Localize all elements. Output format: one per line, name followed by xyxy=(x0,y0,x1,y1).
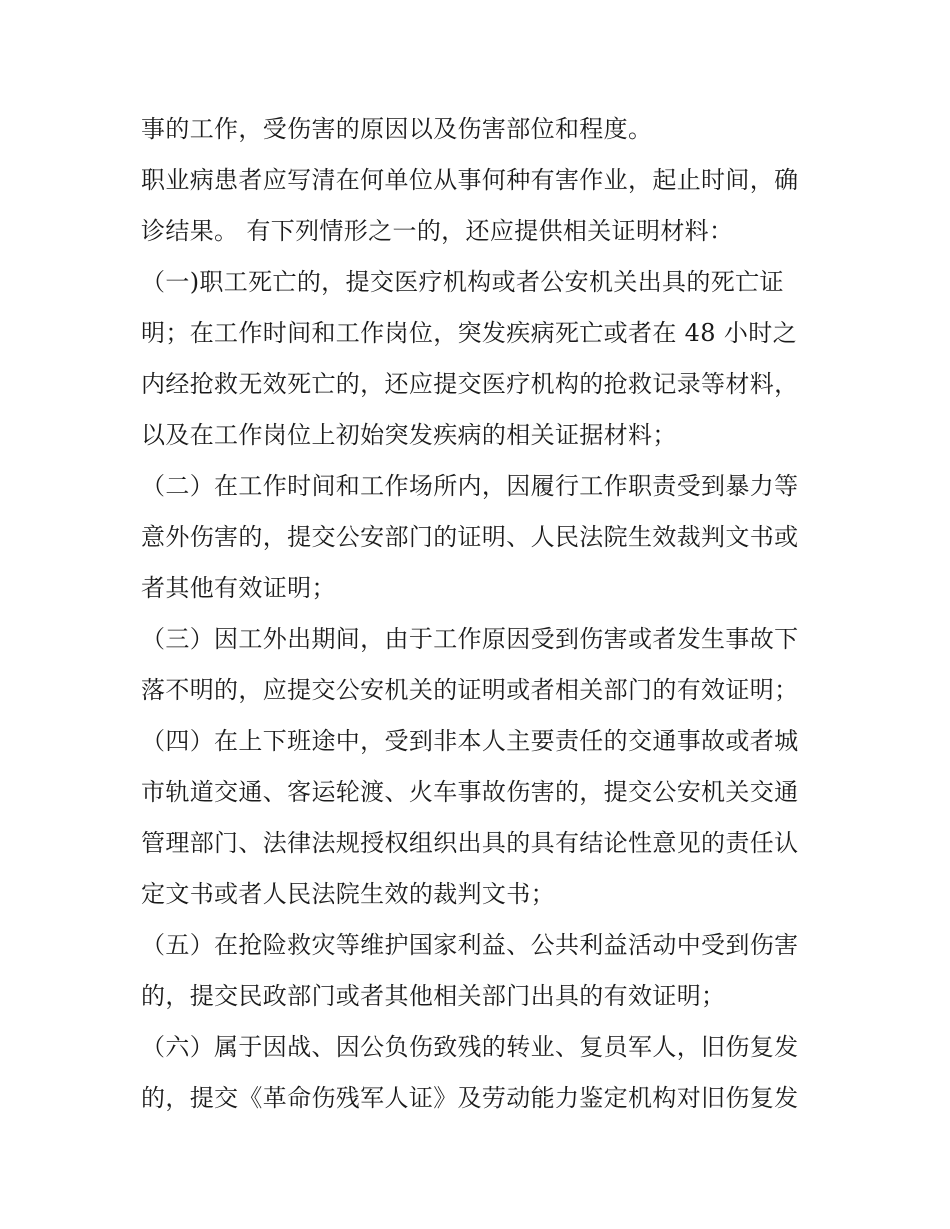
text-line: （五）在抢险救灾等维护国家利益、公共利益活动中受到伤害 xyxy=(141,931,799,959)
document-body xyxy=(141,104,821,1124)
text-line: 职业病患者应写清在何单位从事何种有害作业，起止时间，确 xyxy=(141,166,799,194)
text-line: 落不明的，应提交公安机关的证明或者相关部门的有效证明； xyxy=(141,676,799,704)
text-line: （三）因工外出期间，由于工作原因受到伤害或者发生事故下 xyxy=(141,625,799,653)
text-line: 的，提交《革命伤残军人证》及劳动能力鉴定机构对旧伤复发 xyxy=(141,1084,799,1112)
text-line: 明；在工作时间和工作岗位，突发疾病死亡或者在 48 小时之 xyxy=(141,319,797,347)
text-line: 内经抢救无效死亡的，还应提交医疗机构的抢救记录等材料， xyxy=(141,370,799,398)
text-line: （二）在工作时间和工作场所内，因履行工作职责受到暴力等 xyxy=(141,472,799,500)
text-line: 管理部门、法律法规授权组织出具的具有结论性意见的责任认 xyxy=(141,829,799,857)
text-line: 以及在工作岗位上初始突发疾病的相关证据材料； xyxy=(141,421,677,449)
text-line: （四）在上下班途中，受到非本人主要责任的交通事故或者城 xyxy=(141,727,799,755)
text-line: 事的工作，受伤害的原因以及伤害部位和程度。 xyxy=(141,115,653,143)
text-line: 者其他有效证明； xyxy=(141,574,336,602)
text-line: 意外伤害的，提交公安部门的证明、人民法院生效裁判文书或 xyxy=(141,523,799,551)
text-line: （六）属于因战、因公负伤致残的转业、复员军人，旧伤复发 xyxy=(141,1033,799,1061)
text-line: 市轨道交通、客运轮渡、火车事故伤害的，提交公安机关交通 xyxy=(141,778,799,806)
text-line: （一)职工死亡的，提交医疗机构或者公安机关出具的死亡证 xyxy=(141,268,784,296)
text-line: 诊结果。 有下列情形之一的，还应提供相关证明材料： xyxy=(141,217,734,245)
text-line: 定文书或者人民法院生效的裁判文书； xyxy=(141,880,555,908)
text-line: 的，提交民政部门或者其他相关部门出具的有效证明； xyxy=(141,982,726,1010)
